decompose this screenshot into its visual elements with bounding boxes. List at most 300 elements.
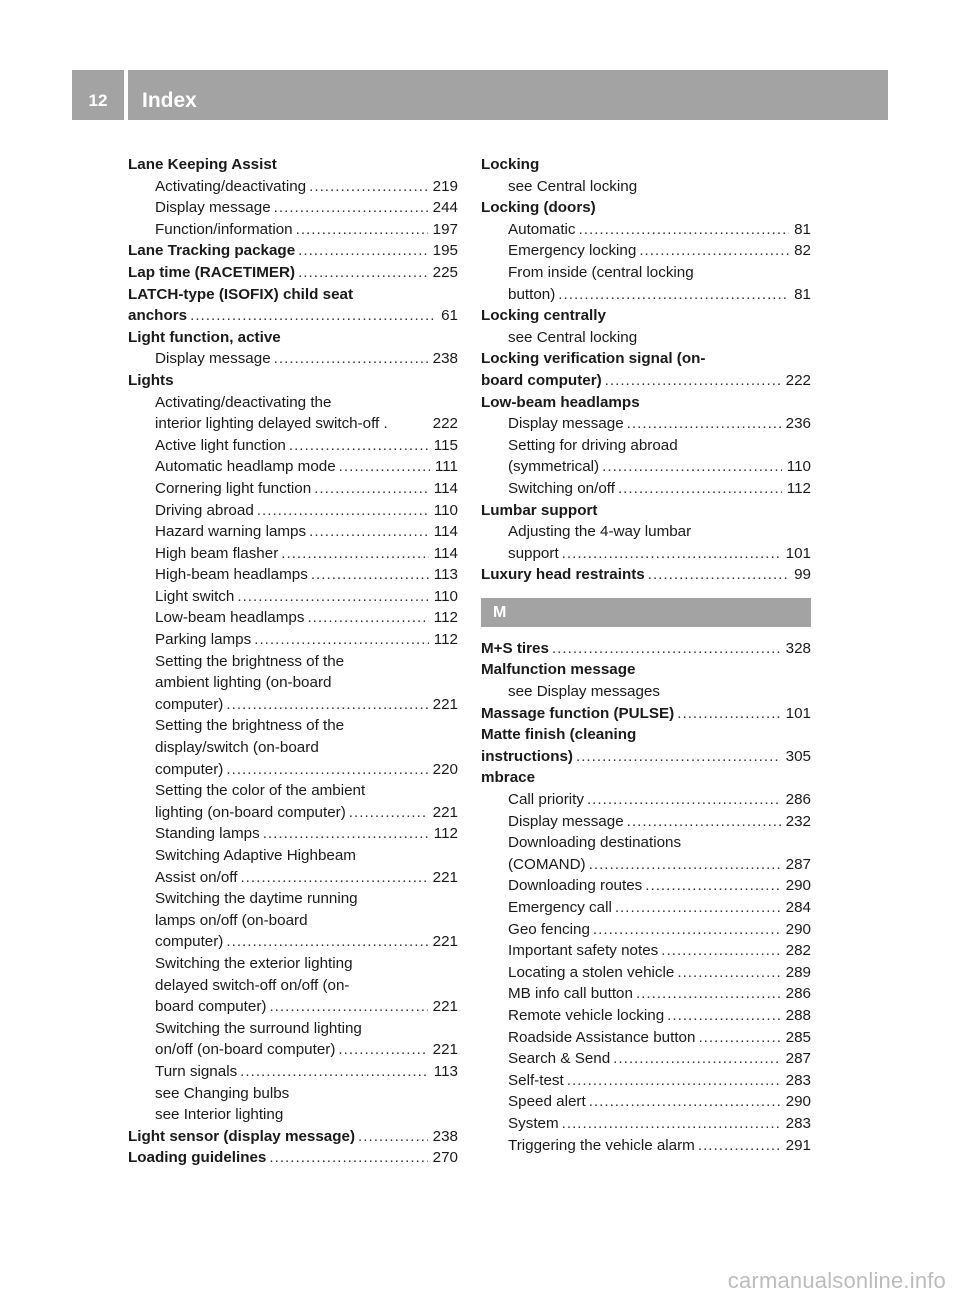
index-subentry: [128, 564, 458, 586]
index-subentry: [481, 854, 811, 876]
page-reference[interactable]: 282: [785, 942, 811, 960]
index-subentry: [128, 867, 458, 889]
index-subentry: [128, 1061, 458, 1083]
header-divider: [124, 70, 128, 120]
index-subentry: [481, 284, 811, 306]
entry-text: LATCH-type (ISOFIX) child seat: [128, 285, 354, 303]
index-subentry: [128, 845, 458, 867]
entry-text: Automatic: [508, 220, 576, 238]
index-subentry: [128, 737, 458, 759]
index-subentry: [128, 543, 458, 565]
dot-leader: [698, 1135, 781, 1157]
entry-text: ambient lighting (on-board: [155, 674, 332, 692]
entry-text: Lights: [128, 371, 174, 389]
page-reference[interactable]: 114: [433, 544, 458, 562]
entry-text: Roadside Assistance button: [508, 1028, 696, 1046]
entry-text: Self-test: [508, 1071, 564, 1089]
dot-leader: [639, 240, 789, 262]
index-subentry: [128, 888, 458, 910]
entry-text: Lane Tracking package: [128, 242, 296, 260]
index-subentry: [128, 802, 458, 824]
dot-leader: [562, 1113, 781, 1135]
index-entry: [128, 1126, 458, 1148]
dot-leader: [661, 940, 780, 962]
entry-text: lighting (on-board computer): [155, 803, 346, 821]
entry-text: Switching the surround lighting: [155, 1019, 362, 1037]
entry-text: see Interior lighting: [155, 1106, 284, 1124]
entry-text: computer): [155, 760, 224, 778]
entry-text: computer): [155, 933, 224, 951]
index-subentry: [481, 176, 811, 198]
dot-leader: [567, 1070, 781, 1092]
entry-text: Emergency locking: [508, 242, 637, 260]
entry-text: Switching Adaptive Highbeam: [155, 847, 356, 864]
index-entry: [481, 767, 811, 789]
index-subentry: [128, 197, 458, 219]
index-subentry: [481, 789, 811, 811]
page-reference[interactable]: 290: [785, 1093, 811, 1111]
page-header: [72, 70, 888, 120]
dot-leader: [254, 629, 429, 651]
dot-leader: [289, 435, 429, 457]
entry-text: Locking centrally: [481, 307, 606, 325]
index-subentry: [128, 715, 458, 737]
entry-text: (symmetrical): [508, 458, 600, 476]
dot-leader: [263, 823, 429, 845]
page-reference[interactable]: 82: [794, 242, 811, 260]
entry-text: Standing lamps: [155, 825, 260, 843]
index-subentry: [481, 543, 811, 565]
dot-leader: [552, 638, 781, 660]
entry-text: High-beam headlamps: [155, 566, 308, 584]
page-reference[interactable]: 284: [785, 899, 811, 916]
entry-text: Adjusting the 4-way lumbar: [508, 523, 692, 541]
page-reference[interactable]: 114: [433, 479, 458, 497]
entry-text: MB info call button: [508, 985, 633, 1003]
index-subentry: [481, 435, 811, 457]
dot-leader: [576, 746, 781, 768]
index-entry: [481, 370, 811, 392]
entry-text: Switching on/off: [508, 479, 615, 497]
dot-leader: [226, 694, 427, 716]
dot-leader: [618, 478, 782, 500]
index-entry: [481, 348, 811, 370]
entry-text: Display message: [508, 812, 624, 830]
dot-leader: [562, 543, 781, 565]
index-subentry: [128, 1018, 458, 1040]
index-entry: [481, 500, 811, 522]
entry-text: (COMAND): [508, 855, 586, 873]
page-reference[interactable]: 101: [785, 704, 811, 722]
dot-leader: [339, 456, 430, 478]
entry-text: anchors: [128, 307, 188, 325]
page-reference[interactable]: 197: [432, 220, 458, 238]
entry-text: support: [508, 544, 559, 562]
entry-text: Switching the exterior lighting: [155, 954, 353, 972]
index-subentry: [481, 811, 811, 833]
entry-text: Lane Keeping Assist: [128, 156, 277, 173]
entry-text: board computer): [481, 371, 602, 389]
page-reference[interactable]: 232: [785, 812, 811, 830]
entry-text: Display message: [155, 199, 271, 217]
dot-leader: [698, 1027, 780, 1049]
entry-text: on/off (on-board computer): [155, 1041, 336, 1059]
dot-leader: [587, 789, 781, 811]
index-entry: [128, 154, 458, 176]
page-reference[interactable]: 101: [785, 544, 811, 562]
index-subentry: [128, 759, 458, 781]
index-subentry: [481, 521, 811, 543]
index-entry: [128, 370, 458, 392]
dot-leader: [240, 867, 427, 889]
entry-text: Triggering the vehicle alarm: [508, 1136, 695, 1154]
index-entry: [481, 564, 811, 586]
entry-text: Important safety notes: [508, 942, 659, 960]
index-entry: [128, 327, 458, 349]
page-reference[interactable]: 225: [432, 263, 458, 281]
entry-text: Function/information: [155, 220, 293, 238]
index-subentry: [128, 996, 458, 1018]
page-reference[interactable]: 236: [785, 415, 811, 433]
page-reference[interactable]: 220: [432, 760, 458, 778]
page-reference[interactable]: 328: [785, 639, 811, 657]
index-subentry: [128, 780, 458, 802]
entry-text: M+S tires: [481, 639, 549, 657]
index-subentry: [128, 910, 458, 932]
index-subentry: [481, 456, 811, 478]
page-reference[interactable]: 111: [434, 458, 458, 476]
index-subentry: [128, 586, 458, 608]
index-subentry: [481, 983, 811, 1005]
dot-leader: [226, 931, 427, 953]
index-subentry: [128, 607, 458, 629]
dot-leader: [237, 586, 428, 608]
page-reference[interactable]: 221: [432, 868, 458, 886]
entry-text: Low-beam headlamps: [481, 393, 640, 411]
dot-leader: [269, 1147, 427, 1169]
entry-text: Low-beam headlamps: [155, 609, 305, 627]
dot-leader: [257, 500, 429, 522]
entry-text: High beam flasher: [155, 544, 279, 562]
index-entry: [128, 1147, 458, 1169]
entry-text: Light sensor (display message): [128, 1127, 356, 1145]
entry-text: System: [508, 1114, 559, 1132]
index-subentry: [481, 1048, 811, 1070]
dot-leader: [579, 219, 790, 241]
entry-text: Automatic headlamp mode: [155, 458, 336, 476]
dot-leader: [281, 543, 429, 565]
page-reference[interactable]: 291: [785, 1136, 811, 1154]
dot-leader: [190, 305, 436, 327]
dot-leader: [648, 564, 789, 586]
index-entry: [481, 724, 811, 746]
entry-text: Speed alert: [508, 1093, 586, 1111]
index-subentry: [128, 176, 458, 198]
entry-text: Active light function: [155, 436, 286, 454]
index-column-left: [128, 154, 458, 1169]
index-subentry: [481, 940, 811, 962]
index-subentry: [128, 348, 458, 370]
entry-text: Lumbar support: [481, 501, 598, 519]
index-entry: [481, 746, 811, 768]
dot-leader: [314, 478, 429, 500]
page-reference[interactable]: 112: [433, 609, 458, 627]
dot-leader: [311, 564, 429, 586]
page-reference[interactable]: 219: [432, 177, 458, 195]
dot-leader: [677, 703, 780, 725]
page-reference[interactable]: 113: [433, 1062, 458, 1080]
index-subentry: [481, 1005, 811, 1027]
page-reference[interactable]: 195: [432, 242, 458, 260]
entry-text: Remote vehicle locking: [508, 1006, 665, 1024]
dot-leader: [298, 240, 428, 262]
page-reference[interactable]: 99: [794, 566, 811, 584]
index-subentry: [481, 897, 811, 919]
page-reference[interactable]: 270: [432, 1149, 458, 1167]
entry-text: Massage function (PULSE): [481, 704, 675, 722]
index-subentry: [128, 435, 458, 457]
index-subentry: [128, 931, 458, 953]
watermark: carmanualsonline.info: [727, 1268, 946, 1293]
entry-text: Locating a stolen vehicle: [508, 963, 675, 981]
dot-leader: [296, 219, 428, 241]
dot-leader: [226, 759, 427, 781]
page-reference[interactable]: 287: [785, 855, 811, 873]
page-reference[interactable]: 238: [432, 1127, 458, 1145]
page-reference[interactable]: 110: [433, 587, 458, 605]
dot-leader: [349, 802, 428, 824]
entry-text: Malfunction message: [481, 661, 636, 679]
entry-text: Matte finish (cleaning: [481, 726, 637, 744]
index-subentry: [128, 456, 458, 478]
index-entry: [128, 305, 458, 327]
page-reference[interactable]: 290: [785, 920, 811, 938]
index-subentry: [128, 672, 458, 694]
dot-leader: [627, 413, 781, 435]
page-reference[interactable]: 221: [432, 933, 458, 951]
entry-text: From inside (central locking: [508, 263, 694, 281]
entry-text: see Central locking: [508, 328, 638, 346]
index-entry: [128, 240, 458, 262]
entry-text: mbrace: [481, 769, 536, 787]
dot-leader: [615, 897, 781, 919]
page-reference[interactable]: 221: [432, 803, 458, 821]
index-subentry: [128, 1104, 458, 1126]
entry-text: interior lighting delayed switch-off .: [155, 415, 388, 433]
page-reference[interactable]: 286: [785, 985, 811, 1003]
dot-leader: [593, 919, 781, 941]
dot-leader: [605, 370, 781, 392]
entry-text: display/switch (on-board: [155, 739, 319, 757]
index-subentry: [128, 975, 458, 997]
entry-text: Setting the brightness of the: [155, 652, 345, 670]
index-subentry: [128, 651, 458, 673]
dot-leader: [358, 1126, 428, 1148]
page-reference[interactable]: 238: [432, 350, 458, 368]
page-reference[interactable]: 114: [433, 523, 458, 541]
index-subentry: [481, 219, 811, 241]
index-entry: [481, 197, 811, 219]
page-reference[interactable]: 115: [433, 436, 458, 454]
entry-text: Hazard warning lamps: [155, 523, 307, 541]
entry-text: Downloading destinations: [508, 834, 682, 852]
dot-leader: [269, 996, 427, 1018]
entry-text: board computer): [155, 998, 267, 1016]
entry-text: Display message: [508, 415, 624, 433]
dot-leader: [338, 1039, 427, 1061]
entry-text: Setting for driving abroad: [508, 436, 678, 454]
page-reference[interactable]: 112: [433, 631, 458, 649]
page-reference[interactable]: 287: [785, 1050, 811, 1068]
entry-text: Activating/deactivating: [155, 177, 307, 195]
entry-text: instructions): [481, 747, 573, 765]
entry-text: Light function, active: [128, 328, 281, 346]
dot-leader: [558, 284, 789, 306]
index-entry: [128, 262, 458, 284]
index-entry: [481, 305, 811, 327]
dot-leader: [645, 875, 780, 897]
page-reference[interactable]: 290: [785, 877, 811, 895]
index-subentry: [481, 875, 811, 897]
dot-leader: [298, 262, 428, 284]
index-group-l-continued: [481, 154, 811, 586]
page-reference[interactable]: 113: [433, 566, 458, 584]
index-entry: [481, 703, 811, 725]
index-subentry: [481, 240, 811, 262]
index-subentry: [128, 219, 458, 241]
index-subentry: [128, 953, 458, 975]
entry-text: Setting the color of the ambient: [155, 782, 366, 800]
entry-text: Cornering light function: [155, 479, 312, 497]
index-subentry: [128, 1083, 458, 1105]
index-subentry: [481, 262, 811, 284]
index-entry: [481, 154, 811, 176]
dot-leader: [636, 983, 781, 1005]
dot-leader: [309, 521, 429, 543]
index-subentry: [128, 521, 458, 543]
entry-text: Locking (doors): [481, 199, 596, 217]
page-reference[interactable]: 110: [433, 501, 458, 519]
index-entry: [481, 392, 811, 414]
entry-text: Geo fencing: [508, 920, 590, 938]
entry-text: see Central locking: [508, 177, 638, 195]
index-entry: [481, 659, 811, 681]
page-reference[interactable]: 221: [432, 1041, 458, 1059]
page-reference[interactable]: 221: [432, 998, 458, 1016]
index-subentry: [481, 1135, 811, 1157]
page-reference[interactable]: 81: [794, 220, 811, 238]
index-subentry: [481, 413, 811, 435]
index-subentry: [481, 1027, 811, 1049]
index-subentry: [481, 919, 811, 941]
entry-text: lamps on/off (on-board: [155, 911, 308, 929]
entry-text: Setting the brightness of the: [155, 717, 345, 735]
page-reference[interactable]: 221: [432, 695, 458, 713]
index-subentry: [481, 1091, 811, 1113]
dot-leader: [274, 197, 428, 219]
page-reference[interactable]: 283: [785, 1114, 811, 1132]
entry-text: Parking lamps: [155, 631, 252, 649]
dot-leader: [667, 1005, 780, 1027]
page-reference[interactable]: 112: [786, 479, 811, 497]
entry-text: Driving abroad: [155, 501, 254, 519]
index-column-right: [481, 154, 811, 1156]
dot-leader: [274, 348, 428, 370]
page-number: 12: [88, 91, 108, 110]
entry-text: see Changing bulbs: [155, 1084, 290, 1102]
entry-text: delayed switch-off on/off (on-: [155, 976, 350, 994]
index-subentry: [128, 478, 458, 500]
entry-text: Emergency call: [508, 899, 612, 916]
index-subentry: [128, 392, 458, 414]
entry-text: Lap time (RACETIMER): [128, 263, 296, 281]
entry-text: Light switch: [155, 587, 235, 605]
index-subentry: [481, 681, 811, 703]
entry-text: Turn signals: [155, 1062, 238, 1080]
page-reference[interactable]: 222: [432, 415, 458, 433]
index-subentry: [481, 327, 811, 349]
index-subentry: [128, 694, 458, 716]
dot-leader: [309, 176, 428, 198]
entry-text: Locking: [481, 156, 540, 173]
index-subentry: [128, 823, 458, 845]
entry-text: Luxury head restraints: [481, 566, 645, 584]
index-subentry: [128, 500, 458, 522]
index-subentry: [481, 1070, 811, 1092]
page-reference[interactable]: 305: [785, 747, 811, 765]
entry-text: Call priority: [508, 791, 584, 809]
entry-text: Locking verification signal (on-: [481, 350, 706, 368]
index-subentry: [481, 1113, 811, 1135]
index-entry: [128, 284, 458, 306]
page-reference[interactable]: 81: [794, 285, 811, 303]
index-subentry: [128, 413, 458, 435]
page-reference[interactable]: 285: [785, 1028, 811, 1046]
index-group-m: [481, 638, 811, 1156]
page-reference[interactable]: 110: [786, 458, 811, 476]
page-reference[interactable]: 283: [785, 1071, 811, 1089]
entry-text: Activating/deactivating the: [155, 393, 332, 411]
page-reference[interactable]: 286: [785, 791, 811, 809]
dot-leader: [602, 456, 782, 478]
page-reference[interactable]: 112: [433, 825, 458, 843]
page-reference[interactable]: 61: [441, 307, 458, 325]
entry-text: Switching the daytime running: [155, 890, 358, 908]
dot-leader: [677, 962, 780, 984]
entry-text: computer): [155, 695, 224, 713]
entry-text: Loading guidelines: [128, 1149, 267, 1167]
page-reference[interactable]: 222: [785, 371, 811, 389]
entry-text: Downloading routes: [508, 877, 643, 895]
page-reference[interactable]: 288: [785, 1006, 811, 1024]
dot-leader: [613, 1048, 780, 1070]
page-reference[interactable]: 244: [432, 199, 458, 217]
dot-leader: [589, 1091, 781, 1113]
index-subentry: [481, 962, 811, 984]
page-title: Index: [142, 89, 197, 112]
page-reference[interactable]: 289: [785, 963, 811, 981]
entry-text: Search & Send: [508, 1050, 611, 1068]
entry-text: Assist on/off: [155, 868, 238, 886]
dot-leader: [240, 1061, 429, 1083]
entry-text: see Display messages: [508, 683, 660, 701]
dot-leader: [627, 811, 781, 833]
index-subentry: [481, 832, 811, 854]
dot-leader: [589, 854, 781, 876]
index-subentry: [481, 478, 811, 500]
index-subentry: [128, 1039, 458, 1061]
dot-leader: [307, 607, 428, 629]
